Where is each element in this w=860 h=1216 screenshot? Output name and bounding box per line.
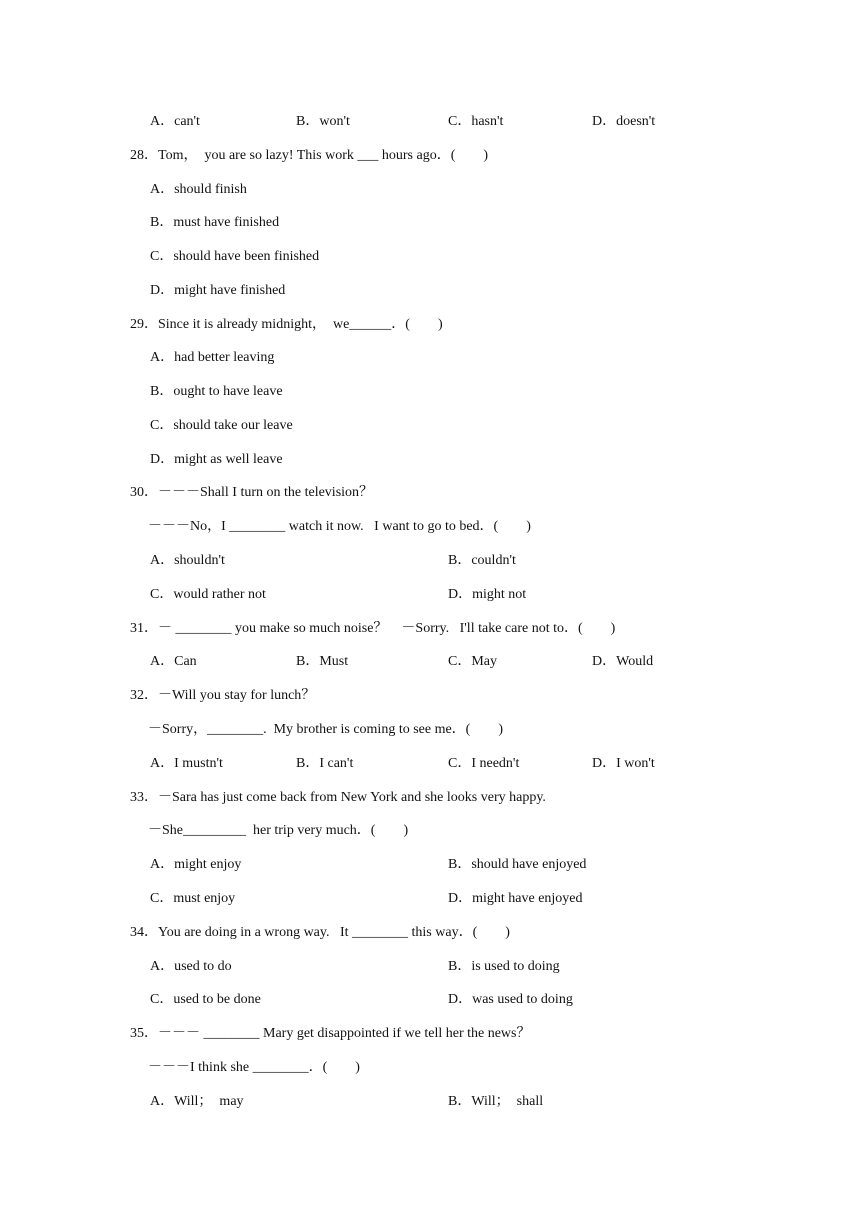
option-d: D．I won't	[592, 756, 655, 771]
question-stem: 32．－Will you stay for lunch？	[130, 688, 316, 703]
question-stem: 33．－Sara has just come back from New York and she looks very happy.	[130, 790, 546, 805]
option-c: C．should take our leave	[150, 418, 293, 433]
option-b: B．I can't	[296, 756, 354, 771]
option-d: D．might not	[448, 587, 527, 602]
question-stem: 28．Tom， you are so lazy! This work ___ hours ago．( )	[130, 148, 489, 163]
option-d: D．Would	[592, 654, 654, 669]
option-b: B．couldn't	[448, 553, 516, 568]
option-b: B．should have enjoyed	[448, 857, 587, 872]
option-d: D．doesn't	[592, 114, 656, 129]
option-b: B．is used to doing	[448, 959, 560, 974]
option-a: A．had better leaving	[150, 350, 275, 365]
option-a: A．I mustn't	[150, 756, 223, 771]
question-reply-line: －－－No，I ________ watch it now. I want to go to bed．( )	[148, 519, 531, 534]
option-c: C．would rather not	[150, 587, 266, 602]
question-stem: 35．－－－ ________ Mary get disappointed if we tell her the news？	[130, 1026, 531, 1041]
option-c: C．must enjoy	[150, 891, 236, 906]
option-b: B．Must	[296, 654, 349, 669]
option-c: C．should have been finished	[150, 249, 320, 264]
option-a: A．can't	[150, 114, 200, 129]
question-reply-line: －－－I think she ________．( )	[148, 1060, 360, 1075]
option-a: A．used to do	[150, 959, 232, 974]
question-reply-line: －Sorry，________. My brother is coming to see me．( )	[148, 722, 504, 737]
question-stem: 29．Since it is already midnight， we______．( )	[130, 317, 443, 332]
option-d: D．might have finished	[150, 283, 286, 298]
question-stem: 31．－ ________ you make so much noise？ －Sorry. I'll take care not to．( )	[130, 621, 616, 636]
option-c: C．I needn't	[448, 756, 520, 771]
option-a: A．shouldn't	[150, 553, 225, 568]
option-b: B．must have finished	[150, 215, 280, 230]
question-reply-line: －She_________ her trip very much．( )	[148, 823, 409, 838]
option-c: C．May	[448, 654, 497, 669]
option-d: D．might have enjoyed	[448, 891, 583, 906]
option-b: B．ought to have leave	[150, 384, 283, 399]
option-d: D．was used to doing	[448, 992, 573, 1007]
option-c: C．hasn't	[448, 114, 504, 129]
option-a: A．Will； may	[150, 1094, 244, 1109]
question-stem: 34．You are doing in a wrong way. It ________ this way．( )	[130, 925, 510, 940]
option-a: A．should finish	[150, 182, 247, 197]
option-a: A．might enjoy	[150, 857, 242, 872]
option-b: B．Will； shall	[448, 1094, 544, 1109]
question-stem: 30．－－－Shall I turn on the television？	[130, 485, 374, 500]
option-c: C．used to be done	[150, 992, 261, 1007]
option-d: D．might as well leave	[150, 452, 283, 467]
option-a: A．Can	[150, 654, 197, 669]
option-b: B．won't	[296, 114, 350, 129]
